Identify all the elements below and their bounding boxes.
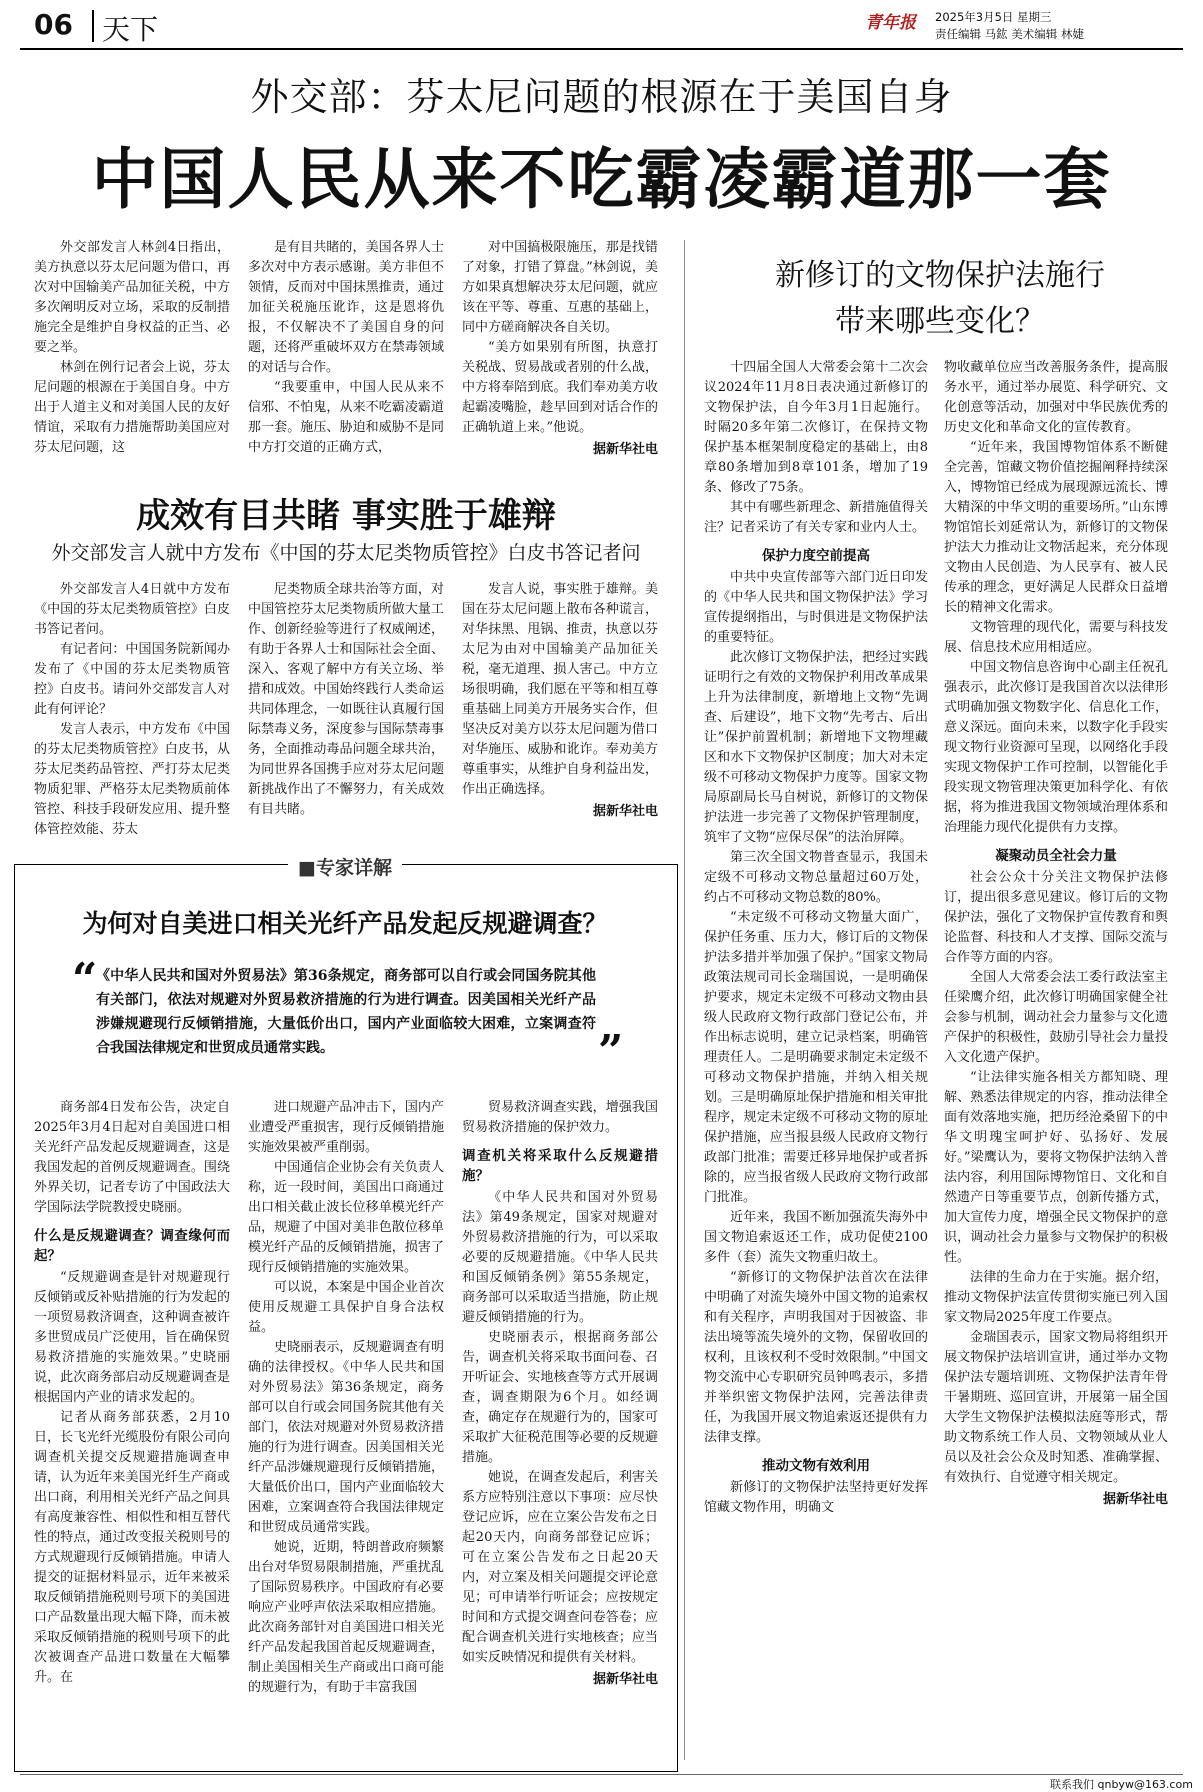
paragraph: 史晓丽表示，根据商务部公告，调查机关将采取书面问卷、召开听证会、实地核查等方式开展调查，调查期限为6个月。如经调查，确定存在规避行为的，国家可采取扩大征税范围等必要的反规避措施。 [462, 1330, 658, 1465]
page-number: 06 [34, 8, 73, 41]
paragraph: “新修订的文物保护法首次在法律中明确了对流失境外中国文物的追索权和有关程序，声明我国对于因被盗、非法出境等流失境外的文物，保留收回的权利，且该权利不受时效限制。”中国文物交流中心专职研究员钟鸣表示，多措并举织密文物保护法网，完善法律责任，为我国开展文物追索返还提供有力法律支撑。 [704, 1270, 928, 1445]
expert-column-2 [248, 1098, 444, 1698]
source-credit: 据新华社电 [592, 804, 658, 819]
expert-quote: 《中华人民共和国对外贸易法》第36条规定，商务部可以自行或会同国务院其他有关部门，依法对规避对外贸易救济措施的行为进行调查。因美国相关光纤产品涉嫌规避现行反倾销措施，大量低价出口，国内产业面临较大困难，立案调查符合我国法律规定和世贸成员通常实践。 [96, 968, 596, 1056]
paragraph: 十四届全国人大常委会第十二次会议2024年11月8日表决通过新修订的文物保护法，自今年3月1日起施行。时隔20多年第二次修订，在保持文物保护基本框架制度稳定的基础上，由8章80条增加到8章101条，增加了19条、修改了75条。 [704, 360, 928, 495]
paragraph: 其中有哪些新理念、新措施值得关注？记者采访了有关专家和业内人士。 [704, 500, 928, 535]
whitepaper-subtitle: 外交部发言人就中方发布《中国的芬太尼类物质管控》白皮书答记者问 [51, 542, 641, 564]
whitepaper-column-3 [462, 580, 658, 822]
lead-subtitle: 外交部：芬太尼问题的根源在于美国自身 [250, 75, 953, 119]
paragraph: 商务部4日发布公告，决定自2025年3月4日起对自美国进口相关光纤产品发起反规避调查，这是我国发起的首例反规避调查。围绕外界关切，记者专访了中国政法大学国际法学院教授史晓丽。 [34, 1100, 230, 1215]
paragraph: 中国通信企业协会有关负责人称，近一段时间，美国出口商通过出口相关截止波长位移单模光纤产品，规避了中国对美非色散位移单模光纤产品的反倾销措施，损害了现行反倾销措施的实施效果。 [248, 1160, 444, 1275]
paragraph: “反规避调查是针对规避现行反倾销或反补贴措施的行为发起的一项贸易救济调查，这种调查被许多世贸成员广泛使用，旨在确保贸易救济措施的实施效果。”史晓丽说，此次商务部启动反规避调查是根据国内产业的请求发起的。 [34, 1270, 230, 1405]
subheading: 调查机关将采取什么反规避措施？ [462, 1148, 658, 1184]
source-credit: 据新华社电 [592, 442, 658, 457]
paragraph: 外交部发言人林剑4日指出，美方执意以芬太尼问题为借口，再次对中国输美产品加征关税，中方多次阐明反对立场，采取的反制措施完全是维护自身权益的正当、必要之举。 [34, 240, 230, 355]
header-rule [20, 48, 1183, 50]
relics-column-1 [704, 358, 928, 1518]
paragraph: “让法律实施各相关方都知晓、理解、熟悉法律规定的内容，推动法律全面有效落地实施，把历经沧桑留下的中华文明瑰宝呵护好、弘扬好、发展好。”梁鹰认为，要将文物保护法纳入普法内容，利用国际博物馆日、文化和自然遗产日等重要节点，创新传播方式，加大宣传力度，增强全民文物保护的意识，调动社会力量参与文物保护的积极性。 [944, 1070, 1168, 1265]
paragraph: “未定级不可移动文物量大面广，保护任务重、压力大，修订后的文物保护法多措并举加强了保护。”国家文物局政策法规司司长金瑞国说，一是明确保护要求，规定未定级不可移动文物由县级人民政府文物行政部门登记公布，并作出标志说明，建立记录档案，明确管理责任人。二是明确要求制定未定级不可移动文物保护措施，并纳入相关规划。三是明确原址保护措施和相关审批程序，规定未定级不可移动文物的原址保护措施，应当报县级人民政府文物行政部门批准；需要迁移异地保护或者拆除的，应当报省级人民政府文物行政部门批准。 [704, 910, 928, 1205]
lead-title: 中国人民从来不吃霸凌霸道那一套 [91, 141, 1112, 218]
relics-title-line-2: 带来哪些变化？ [835, 304, 1045, 339]
paragraph: 文物管理的现代化，需要与科技发展、信息技术应用相适应。 [944, 620, 1168, 655]
right-column-divider [684, 240, 685, 1760]
paragraph: 发言人说，事实胜于雄辩。美国在芬太尼问题上散布各种谎言，对华抹黑、甩锅、推责，执意以芬太尼为由对中国输美产品加征关税，毫无道理、损人害己。中方立场很明确，我们愿在平等和相互尊重基础上同美方开展务实合作，但坚决反对美方以芬太尼问题为借口对华施压、威胁和讹诈。奉劝美方尊重事实，从维护自身利益出发，作出正确选择。 [462, 582, 658, 797]
paragraph: 记者从商务部获悉，2月10日，长飞光纤光缆股份有限公司向调查机关提交反规避措施调查申请，认为近年来美国光纤生产商或出口商，利用相关光纤产品之间具有高度兼容性、相似性和相互替代性的特点，通过改变报关税则号的方式规避现行反倾销措施。申请人提交的证据材料显示，近年来被采取反倾销措施税则号项下的美国进口产品数量出现大幅下降，而未被采取反倾销措施的税则号项下的此次被调查产品进口数量在大幅攀升。在 [34, 1410, 230, 1685]
paragraph: 第三次全国文物普查显示，我国未定级不可移动文物总量超过60万处，约占不可移动文物总数的80%。 [704, 850, 928, 905]
paragraph: 外交部发言人4日就中方发布《中国的芬太尼类物质管控》白皮书答记者问。 [34, 582, 230, 637]
subheading: 什么是反规避调查？调查缘何而起？ [34, 1228, 230, 1264]
relics-column-2 [944, 358, 1168, 1510]
source-credit: 据新华社电 [592, 1672, 658, 1687]
lead-column-1 [34, 238, 230, 458]
section-name: 天下 [102, 13, 159, 46]
paragraph: 全国人大常委会法工委行政法室主任梁鹰介绍，此次修订明确国家健全社会参与机制，调动社会力量参与文化遗产保护的积极性，鼓励引导社会力量投入文化遗产保护。 [944, 970, 1168, 1065]
expert-title: 为何对自美进口相关光纤产品发起反规避调查？ [82, 909, 608, 938]
paragraph: 此次修订文物保护法，把经过实践证明行之有效的文物保护利用改革成果上升为法律制度，新增地上文物“先调查、后建设”，地下文物“先考古、后出让”保护前置机制；新增地下文物埋藏区和水下文物保护区制度；加大对未定级不可移动文物保护力度等。国家文物局原副局长马自树说，新修订的文物保护法进一步完善了文物保护管理制度，筑牢了文物“应保尽保”的法治屏障。 [704, 650, 928, 845]
editors: 责任编辑 马鈜 美术编辑 林婕 [935, 27, 1084, 41]
paragraph: 《中华人民共和国对外贸易法》第49条规定，国家对规避对外贸易救济措施的行为，可以采取必要的反规避措施。《中华人民共和国反倾销条例》第55条规定，商务部可以采取适当措施，防止规避反倾销措施的行为。 [462, 1190, 658, 1325]
footer-rule [20, 1774, 1183, 1775]
paragraph: 金瑞国表示，国家文物局将组织开展文物保护法培训宣讲，通过举办文物保护法专题培训班、文物保护法青年骨干暑期班、巡回宣讲，开展第一届全国大学生文物保护法模拟法庭等形式，帮助文物系统工作人员、文物领域从业人员以及社会公众及时知悉、准确掌握、有效执行、自觉遵守相关规定。 [944, 1330, 1168, 1485]
footer-contact: 联系我们 qnbyw@163.com [1050, 1778, 1193, 1791]
paragraph: 中国文物信息咨询中心副主任祝孔强表示，此次修订是我国首次以法律形式明确加强文物数字化、信息化工作，意义深远。面向未来，以数字化手段实现文物行业资源可呈现，以网络化手段实现文物保护工作可控制，以智能化手段实现文物管理决策更加科学化、有依据，将为推进我国文物领域治理体系和治理能力现代化提供有力支撑。 [944, 660, 1168, 835]
paragraph: 她说，在调查发起后，利害关系方应特别注意以下事项：应尽快登记应诉，应在立案公告发布之日起20天内，向商务部登记应诉；可在立案公告发布之日起20天内，对立案及相关问题提交评论意见；可申请举行听证会；应按规定时间和方式提交调查问卷答卷；应配合调查机关进行实地核查；应当如实反映情况和提供有关材料。 [462, 1470, 658, 1665]
subheading: 推动文物有效利用 [762, 1458, 870, 1474]
paragraph: 发言人表示，中方发布《中国的芬太尼类物质管控》白皮书，从芬太尼类药品管控、严打芬太尼类物质犯罪、严格芬太尼类物质前体管控、科技手段研发应用、提升整体管控效能、芬太 [34, 722, 230, 837]
subheading: 保护力度空前提高 [762, 548, 870, 564]
paragraph: 是有目共睹的，美国各界人士多次对中方表示感谢。美方非但不领情，反而对中国抹黑推责，通过加征关税施压讹诈，这是恩将仇报，不仅解决不了美国自身的问题，还将严重破坏双方在禁毒领域的对话与合作。 [248, 240, 444, 375]
paragraph: 有记者问：中国国务院新闻办发布了《中国的芬太尼类物质管控》白皮书。请问外交部发言人对此有何评论？ [34, 642, 230, 717]
newspaper-logo: 青年报 [865, 13, 916, 33]
whitepaper-column-2 [248, 580, 444, 820]
subheading: 凝聚动员全社会力量 [995, 848, 1117, 864]
paragraph: 对中国搞极限施压，那是找错了对象，打错了算盘。”林剑说，美方如果真想解决芬太尼问题，就应该在平等、尊重、互惠的基础上，同中方磋商解决各自关切。 [462, 240, 658, 335]
expert-column-1 [34, 1098, 230, 1688]
paragraph: 新修订的文物保护法坚持更好发挥馆藏文物作用，明确文 [704, 1480, 928, 1515]
paragraph: “近年来，我国博物馆体系不断健全完善，馆藏文物价值挖掘阐释持续深入，博物馆已经成为展现源远流长、博大精深的中华文明的重要场所。”山东博物馆馆长刘延常认为，新修订的文物保护法大力推动让文物活起来，充分体现文物由人民创造、为人民享有、被人民传承的理念，更好满足人民群众日益增长的精神文化需求。 [944, 440, 1168, 615]
paragraph: “我要重申，中国人民从来不信邪、不怕鬼，从来不吃霸凌霸道那一套。施压、胁迫和威胁不是同中方打交道的正确方式， [248, 380, 444, 455]
paragraph: 贸易救济调查实践，增强我国贸易救济措施的保护效力。 [462, 1100, 658, 1135]
issue-date: 2025年3月5日 星期三 [935, 10, 1052, 24]
paragraph: 物收藏单位应当改善服务条件，提高服务水平，通过举办展览、科学研究、文化创意等活动，加强对中华民族优秀的历史文化和革命文化的宣传教育。 [944, 360, 1168, 435]
expert-column-3 [462, 1098, 658, 1690]
paragraph: “美方如果别有所图，执意打关税战、贸易战或者别的什么战，中方将奉陪到底。我们奉劝美方收起霸凌嘴脸，趁早回到对话合作的正确轨道上来。”他说。 [462, 340, 658, 435]
lead-column-3 [462, 238, 658, 460]
expert-banner: ■专家详解 [288, 853, 402, 880]
paragraph: 进口规避产品冲击下，国内产业遭受严重损害，现行反倾销措施实施效果被严重削弱。 [248, 1100, 444, 1155]
quote-close-icon: ” [598, 1026, 624, 1077]
paragraph: 可以说，本案是中国企业首次使用反规避工具保护自身合法权益。 [248, 1280, 444, 1335]
lead-column-2 [248, 238, 444, 458]
paragraph: 尼类物质全球共治等方面，对中国管控芬太尼类物质所做大量工作、创新经验等进行了权威阐述，有助于各界人士和国际社会全面、深入、客观了解中方有关立场、举措和成效。中国始终践行人类命运共同体理念，一如既往认真履行国际禁毒义务，深度参与国际禁毒事务，全面推动毒品问题全球共治，为同世界各国携手应对芬太尼问题新挑战作出了不懈努力，有关成效有目共睹。 [248, 582, 444, 817]
paragraph: 史晓丽表示，反规避调查有明确的法律授权。《中华人民共和国对外贸易法》第36条规定，商务部可以自行或会同国务院其他有关部门，依法对规避对外贸易救济措施的行为进行调查。因美国相关光纤产品涉嫌规避现行反倾销措施，大量低价出口，国内产业面临较大困难，立案调查符合我国法律规定和世贸成员通常实践。 [248, 1340, 444, 1535]
paragraph: 社会公众十分关注文物保护法修订，提出很多意见建议。修订后的文物保护法，强化了文物保护宣传教育和舆论监督、科技和人才支撑、国际交流与合作等方面的内容。 [944, 870, 1168, 965]
paragraph: 近年来，我国不断加强流失海外中国文物追索返还工作，成功促使2100多件（套）流失文物重归故土。 [704, 1210, 928, 1265]
whitepaper-column-1 [34, 580, 230, 840]
paragraph: 林剑在例行记者会上说，芬太尼问题的根源在于美国自身。中方出于人道主义和对美国人民的友好情谊，采取有力措施帮助美国应对芬太尼问题，这 [34, 360, 230, 455]
whitepaper-title: 成效有目共睹 事实胜于雄辩 [136, 496, 556, 536]
relics-title-line-1: 新修订的文物保护法施行 [775, 258, 1105, 293]
paragraph: 法律的生命力在于实施。据介绍，推动文物保护法宣传贯彻实施已列入国家文物局2025年度工作要点。 [944, 1270, 1168, 1325]
source-credit: 据新华社电 [1102, 1492, 1168, 1507]
header-divider-vertical [92, 10, 94, 42]
quote-open-icon: “ [72, 954, 98, 1005]
paragraph: 她说，近期，特朗普政府频繁出台对华贸易限制措施，严重扰乱了国际贸易秩序。中国政府有必要响应产业呼声依法采取相应措施。此次商务部针对自美国进口相关光纤产品发起我国首起反规避调查，制止美国相关生产商或出口商可能的规避行为，有助于丰富我国 [248, 1540, 444, 1695]
paragraph: 中共中央宣传部等六部门近日印发的《中华人民共和国文物保护法》学习宣传提纲指出，与时俱进是文物保护法的重要特征。 [704, 570, 928, 645]
